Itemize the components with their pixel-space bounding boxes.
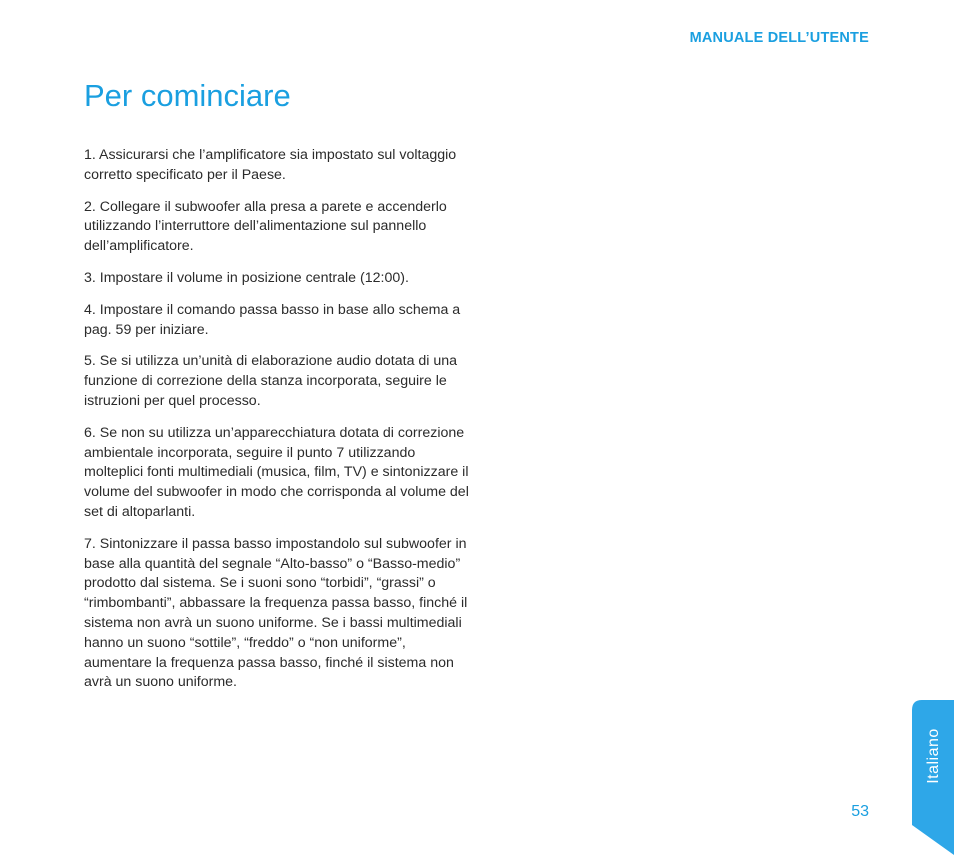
step-item: 1. Assicurarsi che l’amplificatore sia impostato sul voltaggio corretto specificato per il Paese. xyxy=(84,147,457,183)
step-item: 4. Impostare il comando passa basso in base allo schema a pag. 59 per iniziare. xyxy=(84,301,461,338)
step-item: 7. Sintonizzare il passa basso impostandolo sul subwoofer in base alla quantità del segnale “Alto-basso” o “Basso-medio” prodotto dal sistema. Se i suoni sono “torbidi”, “grassi” o “rimbombanti”, abbassare la frequenza passa basso, finché il sistema non avrà un suono uniforme. Se i bassi multimediali hanno un suono “sottile”, “freddo” o “non uniforme”, aumentare la frequenza passa basso, finché il sistema non avrà un suono uniforme. xyxy=(84,535,468,691)
page-title: Per cominciare xyxy=(84,78,291,113)
step-item: 2. Collegare il subwoofer alla presa a parete e accenderlo utilizzando l’interruttore dell’alimentazione sul pannello dell’amplificatore. xyxy=(84,198,447,255)
step-item: 3. Impostare il volume in posizione centrale (12:00). xyxy=(84,269,409,286)
step-item: 5. Se si utilizza un’unità di elaborazione audio dotata di una funzione di correzione della stanza incorporata, seguire le istruzioni per quel processo. xyxy=(84,353,458,409)
page-number: 53 xyxy=(851,803,869,820)
manual-header: MANUALE DELL’UTENTE xyxy=(689,30,869,46)
language-tab xyxy=(912,700,954,855)
step-item: 6. Se non su utilizza un’apparecchiatura dotata di correzione ambientale incorporata, seguire il punto 7 utilizzando molteplici fonti multimediali (musica, film, TV) e sintonizzare il volume del subwoofer in modo che corrisponda al volume del set di altoparlanti. xyxy=(84,424,469,520)
steps-list xyxy=(84,146,469,705)
language-label: Italiano xyxy=(925,728,942,784)
